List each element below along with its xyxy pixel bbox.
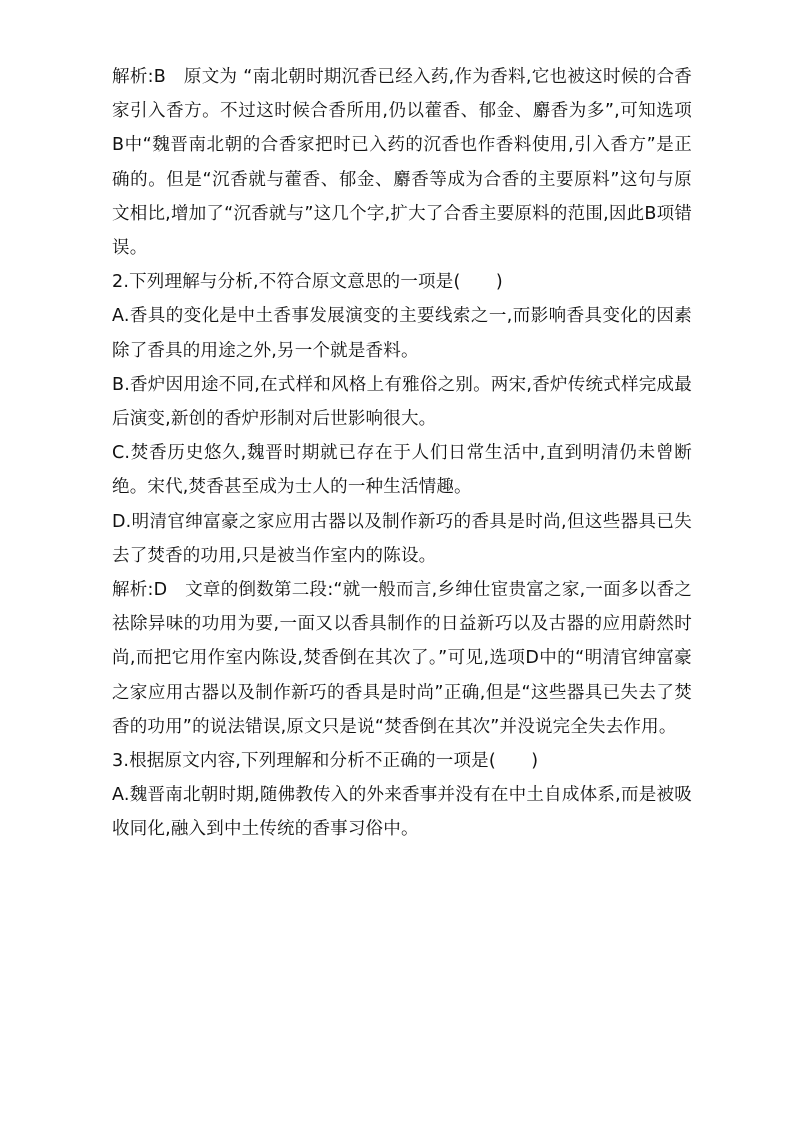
analysis-paragraph-q2: 解析:D 文章的倒数第二段:“就一般而言,乡绅仕宦贵富之家,一面多以香之祛除异味的功用为要,一面又以香具制作的日益新巧以及古器的应用蔚然时尚,而把它用作室内陈设,焚香倒在其次了。”可见,选项D中的“明清官绅富豪之家应用古器以及制作新巧的香具是时尚”正确,但是“这些器具已失去了焚香的功用”的说法错误,原文只是说“焚香倒在其次”并没说完全失去作用。 [112,580,692,737]
question-2-option-b: B.香炉因用途不同,在式样和风格上有雅俗之别。两宋,香炉传统式样完成最后演变,新创的香炉形制对后世影响很大。 [112,374,692,430]
question-3-option-a: A.魏晋南北朝时期,随佛教传入的外来香事并没有在中土自成体系,而是被吸收同化,融入到中土传统的香事习俗中。 [112,785,692,840]
question-2-stem: 2.下列理解与分析,不符合原文意思的一项是( ) [112,272,503,293]
question-2-option-a: A.香具的变化是中土香事发展演变的主要线索之一,而影响香具变化的因素除了香具的用途之外,另一个就是香料。 [112,306,692,361]
question-2-option-d: D.明清官绅富豪之家应用古器以及制作新巧的香具是时尚,但这些器具已失去了焚香的功用,只是被当作室内的陈设。 [112,511,692,566]
question-3-stem: 3.根据原文内容,下列理解和分析不正确的一项是( ) [112,751,539,772]
document-body [112,60,692,847]
question-2-option-c: C.焚香历史悠久,魏晋时期就已存在于人们日常生活中,直到明清仍未曾断绝。宋代,焚香甚至成为士人的一种生活情趣。 [112,443,692,498]
analysis-paragraph-q1: 解析:B 原文为 “南北朝时期沉香已经入药,作为香料,它也被这时候的合香家引入香方。不过这时候合香所用,仍以藿香、郁金、麝香为多”,可知选项B中“魏晋南北朝的合香家把时已入药的沉香也作香料使用,引入香方”是正确的。但是“沉香就与藿香、郁金、麝香等成为合香的主要原料”这句与原文相比,增加了“沉香就与”这几个字,扩大了合香主要原料的范围,因此B项错误。 [112,67,692,259]
